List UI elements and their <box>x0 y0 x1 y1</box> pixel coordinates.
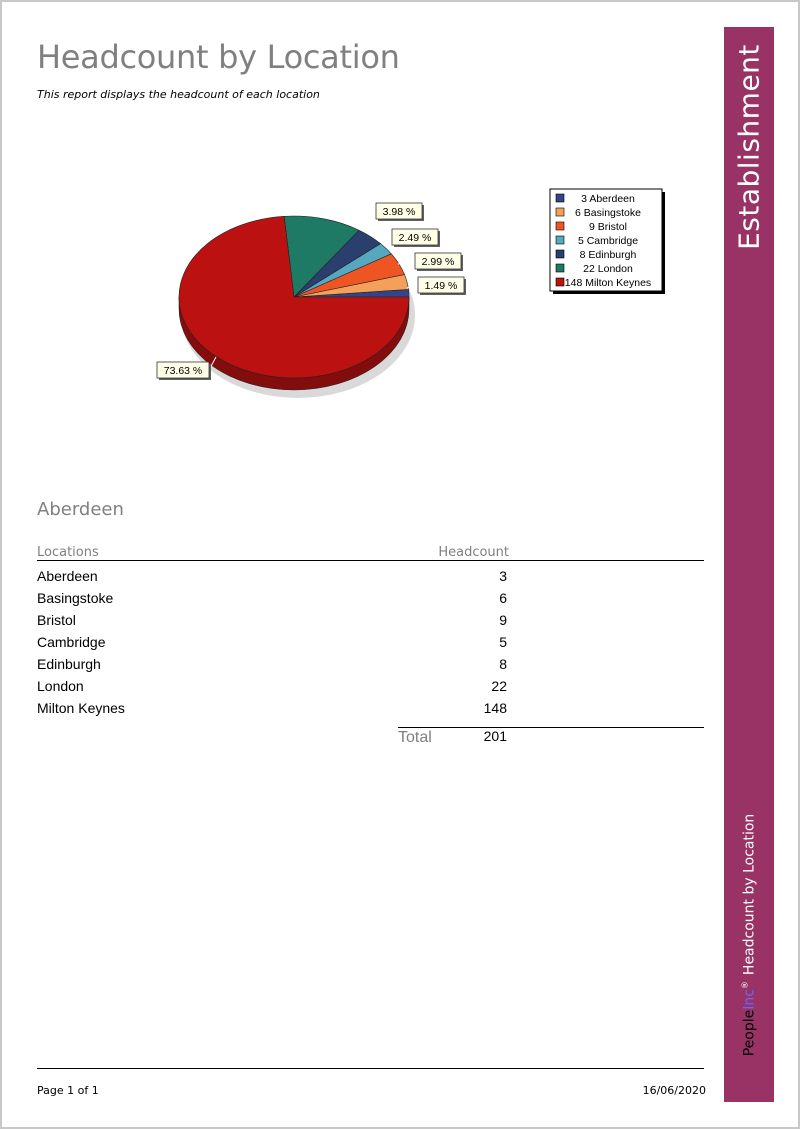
row-headcount: 6 <box>499 590 507 606</box>
table-row <box>37 568 507 590</box>
sidebar-footer-text <box>741 814 758 1057</box>
sidebar-title <box>724 27 774 267</box>
pie-chart <box>2 2 800 462</box>
row-location: Aberdeen <box>37 568 98 584</box>
legend-entry: 8 Edinburgh <box>579 249 637 261</box>
pie-callout-label: 3.98 % <box>382 206 416 218</box>
table-row <box>37 678 507 700</box>
row-location: Basingstoke <box>37 590 114 606</box>
legend-entry: 9 Bristol <box>589 221 627 233</box>
legend-swatch <box>556 236 564 244</box>
legend-entry: 148 Milton Keynes <box>564 277 652 289</box>
row-location: Cambridge <box>37 634 106 650</box>
row-headcount: 3 <box>499 568 507 584</box>
table-row <box>37 612 507 634</box>
pie-callout-label: 2.49 % <box>398 232 432 244</box>
row-location: Milton Keynes <box>37 700 125 716</box>
legend-swatch <box>556 208 564 216</box>
table-row <box>37 634 507 656</box>
pie-callout-leader <box>407 285 418 288</box>
page-number: Page 1 of 1 <box>37 1084 99 1097</box>
pie-callout-leader <box>384 237 392 245</box>
brand-people: People <box>741 1009 758 1057</box>
report-title: Headcount by Location <box>37 38 400 76</box>
total-label: Total <box>398 729 432 746</box>
section-title: Aberdeen <box>37 499 124 520</box>
legend-entry: 6 Basingstoke <box>575 207 641 219</box>
pie-callout-label: 73.63 % <box>163 365 203 377</box>
sidebar-footer <box>724 790 774 1080</box>
pie-callout-leader <box>362 211 376 224</box>
footer-divider <box>37 1068 704 1069</box>
pie-callout-label: 2.99 % <box>421 256 455 268</box>
row-location: Edinburgh <box>37 656 101 672</box>
legend-swatch <box>556 278 564 286</box>
report-date: 16/06/2020 <box>642 1084 706 1097</box>
pie-callout-label: 1.49 % <box>424 280 458 292</box>
total-value: 201 <box>483 728 507 744</box>
row-headcount: 8 <box>499 656 507 672</box>
table-row <box>37 656 507 678</box>
sidebar-report-name: Headcount by Location <box>741 813 758 976</box>
table-row <box>37 590 507 612</box>
row-location: London <box>37 678 84 694</box>
legend-entry: 3 Aberdeen <box>581 193 635 205</box>
row-headcount: 22 <box>491 678 507 694</box>
legend-swatch <box>556 264 564 272</box>
row-headcount: 9 <box>499 612 507 628</box>
legend-swatch <box>556 194 564 202</box>
table-row <box>37 700 507 722</box>
report-subtitle: This report displays the headcount of each location <box>37 88 320 101</box>
sidebar-title-text: Establishment <box>732 44 766 250</box>
legend-swatch <box>556 222 564 230</box>
legend-swatch <box>556 250 564 258</box>
header-divider <box>37 560 704 561</box>
row-headcount: 5 <box>499 634 507 650</box>
row-location: Bristol <box>37 612 76 628</box>
brand-registered-mark: ® <box>740 981 750 990</box>
brand-inc: Inc <box>741 989 758 1010</box>
legend-entry: 22 London <box>583 263 633 275</box>
row-headcount: 148 <box>483 700 507 716</box>
column-header-locations: Locations <box>37 545 99 560</box>
column-header-headcount: Headcount <box>438 545 509 560</box>
pie-callout-leader <box>398 261 415 264</box>
legend-entry: 5 Cambridge <box>577 235 639 247</box>
